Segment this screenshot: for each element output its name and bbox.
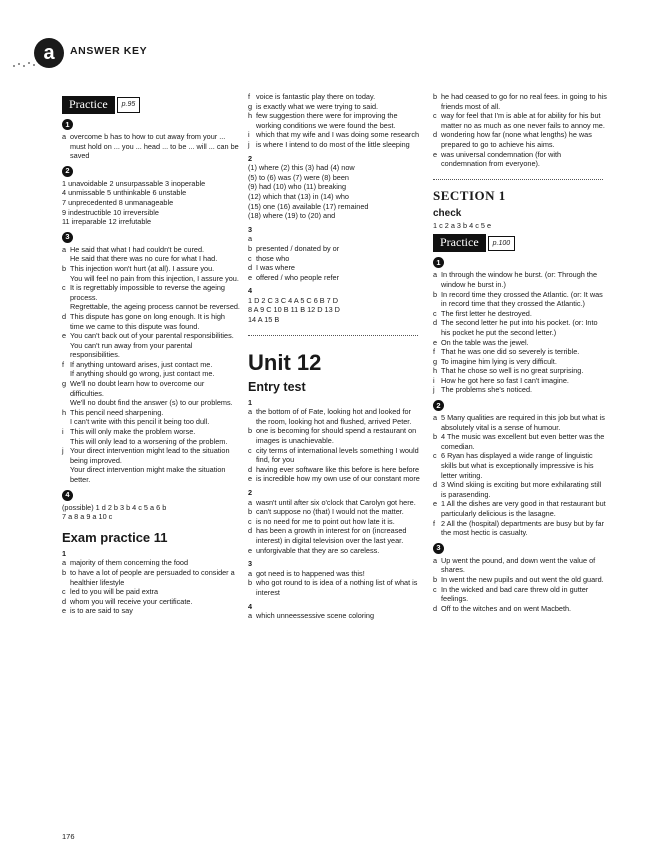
page-header-title: ANSWER KEY [70, 45, 148, 57]
answer-letter: c [433, 451, 437, 461]
answer-text: 6 Ryan has displayed a wide range of linguistic skills but what is exceptionally impressive is his letter writing. [441, 451, 594, 480]
answer-item [433, 432, 608, 451]
entry-test-2-answers [248, 498, 420, 556]
answer-item [433, 556, 608, 575]
answer-line: (possible) 1 d 2 b 3 b 4 c 5 a 6 b [62, 502, 167, 512]
exercise-number: 1 [433, 257, 444, 268]
answer-letter: d [62, 596, 67, 606]
exercise-number: 4 [62, 490, 73, 501]
answer-item [62, 312, 240, 331]
answer-line: (5) to (6) was (7) were (8) been [248, 172, 349, 182]
answer-letter: a [62, 244, 67, 254]
answer-line: 4 unmissable 5 unthinkable 6 unstable [62, 188, 187, 198]
answer-letter: d [433, 480, 438, 490]
answer-text: can't suppose no (that) I would not the matter. [256, 507, 404, 517]
answer-letter: b [248, 507, 253, 517]
answer-item [433, 270, 608, 289]
answer-text: 1 All the dishes are very good in that restaurant but particularly delicious is the lasagne. [441, 499, 606, 518]
answer-letter: f [433, 347, 436, 357]
answer-line: 14 A 15 B [248, 315, 280, 325]
answer-text: That he chose so well is no great surprising. [441, 366, 584, 376]
answer-text [256, 234, 420, 244]
answer-letter: g [62, 379, 67, 389]
answer-text: one is becoming for should spend a restaurant on images is unachievable. [256, 426, 417, 446]
answer-letter [62, 437, 70, 447]
answer-letter [62, 417, 70, 427]
entry-test-4-answers [248, 611, 420, 621]
exercise-3-answers [433, 556, 608, 614]
exam-practice-answers [62, 558, 240, 616]
unit-title: Unit 12 [248, 349, 322, 375]
answer-text: On the table was the jewel. [441, 337, 529, 347]
exercise-4-answers [62, 503, 240, 522]
answer-item [433, 385, 608, 395]
answer-line: 11 irreparable 12 irrefutable [62, 217, 152, 227]
answer-letter: e [248, 474, 253, 484]
answer-item [433, 519, 608, 538]
answer-letter: d [248, 464, 253, 474]
answer-text: Your direct intervention might make the situation better. [70, 465, 226, 484]
answer-line: (18) where (19) to (20) and [248, 211, 336, 221]
answer-item [248, 569, 420, 579]
answer-item [433, 111, 608, 130]
answer-letter: b [433, 92, 438, 101]
answer-item [62, 427, 240, 437]
answer-text: This will only lead to a worsening of the problem. [70, 436, 228, 446]
answer-line: (12) which that (13) in (14) who [248, 191, 349, 201]
column-1 [62, 92, 240, 616]
answer-text: which that my wife and I was doing some research [256, 130, 420, 140]
answer-text: those who [256, 253, 290, 263]
continued-answers [248, 92, 420, 150]
exercise-number: 2 [62, 166, 73, 177]
answer-item [62, 264, 240, 274]
answer-letter: c [62, 587, 66, 597]
answer-text: who got round to is idea of a nothing list of what is interest [256, 578, 418, 597]
answer-text: In record time they crossed the Atlantic. (or: It was in record time that they crossed the Atlantic.) [441, 289, 603, 309]
answer-item [62, 568, 240, 587]
answer-item [248, 517, 420, 527]
answer-line: (1) where (2) this (3) had (4) now [248, 163, 355, 173]
answer-text: to have a lot of people are persuaded to consider a healthier lifestyle [70, 567, 235, 587]
answer-letter: c [433, 111, 437, 121]
answer-letter [62, 369, 70, 379]
page-number: 176 [62, 832, 75, 841]
answer-item [433, 499, 608, 518]
answer-letter: a [433, 555, 438, 565]
answer-text: got need is to happened was this! [256, 568, 365, 578]
answer-text: Regrettable, the ageing process cannot be reversed. [70, 302, 240, 312]
answer-text: has been a growth in interest for on (increased interest) in digital television over the last year. [256, 526, 407, 545]
answer-item [62, 302, 240, 312]
answer-item [248, 611, 420, 621]
answer-text: That he was one did so severely is terrible. [441, 347, 580, 357]
answer-text: is exactly what we were trying to said. [256, 101, 379, 111]
answer-letter: f [248, 92, 251, 101]
entry-test-1-answers [248, 407, 420, 484]
answer-letter: j [433, 385, 435, 395]
answer-text: voice is fantastic play there on today. [256, 92, 376, 101]
answer-letter: d [433, 318, 438, 328]
answer-letter: d [248, 526, 253, 536]
answer-text: 2 All the (hospital) departments are busy but by far the most hectic is casualty. [441, 518, 605, 538]
section-title: SECTION 1 [433, 187, 506, 203]
answer-letter: d [433, 603, 438, 613]
answer-letter: a [248, 407, 253, 417]
answer-text: whom you will receive your certificate. [70, 596, 193, 606]
answer-text: is where I intend to do most of the little sleeping [256, 139, 410, 149]
answer-item [433, 309, 608, 319]
answer-item [62, 360, 240, 370]
answer-item [62, 587, 240, 597]
answer-letter: a [248, 568, 253, 578]
exercise-2-answers [433, 413, 608, 538]
answer-text: which unneessessive scene coloring [256, 611, 375, 621]
answer-item [248, 578, 420, 597]
answer-letter: b [433, 432, 438, 442]
answer-letter: b [248, 426, 253, 436]
answer-item [248, 446, 420, 465]
answer-letter: i [433, 375, 435, 385]
answer-item [248, 263, 420, 273]
answer-text: This pencil need sharpening. [70, 407, 164, 417]
answer-item [62, 369, 240, 379]
answer-letter: a [248, 497, 253, 507]
answer-text: unforgivable that they are so careless. [256, 545, 380, 555]
answer-text: How he got here so fast I can't imagine. [441, 375, 569, 385]
answer-letter: c [248, 253, 252, 263]
answer-line: (9) had (10) who (11) breaking [248, 182, 347, 192]
exercise-subnumber: 4 [248, 286, 253, 296]
answer-item [433, 357, 608, 367]
answer-text: presented / donated by or [256, 243, 340, 253]
exercise-4-answers [248, 296, 420, 325]
practice-page-ref: p.100 [488, 236, 516, 252]
answer-letter: d [433, 130, 438, 140]
exercise-2-answers [62, 179, 240, 227]
answer-letter: i [62, 427, 64, 437]
answer-item [62, 379, 240, 398]
answer-text: He said that what I had couldn't be cured. [70, 244, 205, 254]
answer-item [433, 130, 608, 149]
exercise-number: 2 [433, 400, 444, 411]
answer-item [248, 92, 420, 102]
section-badge: a [34, 38, 64, 68]
answer-letter: j [248, 139, 250, 149]
practice-heading [62, 96, 240, 114]
exercise-subnumber: 4 [248, 601, 253, 611]
answer-text: You will feel no pain from this injection, I assure you. [70, 273, 239, 283]
answer-text: This will only make the problem worse. [70, 427, 196, 437]
answer-item [248, 254, 420, 264]
answer-text: offered / who people refer [256, 272, 340, 282]
answer-letter: d [248, 263, 253, 273]
answer-text: In the wicked and bad care threw old in gutter feelings. [441, 584, 589, 604]
exercise-number: 1 [62, 119, 73, 130]
answer-line: 9 indestructible 10 irreversible [62, 207, 159, 217]
answer-item [248, 526, 420, 545]
answer-text: We'll no doubt find the answer (s) to our problems. [70, 398, 233, 408]
answer-item [62, 398, 240, 408]
answer-item [62, 274, 240, 284]
answer-text: wasn't until after six o'clock that Carolyn got here. [256, 497, 416, 507]
answer-letter: h [62, 407, 67, 417]
answer-letter [62, 254, 70, 264]
answer-letter: b [248, 578, 253, 588]
answer-item [248, 102, 420, 112]
answer-text: is incredible how my own use of our constant more [256, 474, 420, 484]
answer-item [62, 417, 240, 427]
answer-line: 7 unprecedented 8 unmanageable [62, 197, 174, 207]
answer-item [433, 376, 608, 386]
answer-text: The problems she's noticed. [441, 385, 533, 395]
answer-item [433, 604, 608, 614]
answer-item [62, 558, 240, 568]
answer-letter: f [62, 359, 65, 369]
answer-letter: e [248, 545, 253, 555]
answer-item [62, 437, 240, 447]
answer-letter: c [248, 445, 252, 455]
answer-letter: a [248, 611, 253, 621]
answer-item [248, 474, 420, 484]
answer-letter: d [62, 311, 67, 321]
answer-item [433, 347, 608, 357]
answer-text: way for feel that I'm is able at for ability for his but matter no as much as one never fails to annoy me. [441, 111, 605, 130]
answer-item [62, 331, 240, 341]
answer-item [433, 413, 608, 432]
answer-text: was universal condemnation (for with condemnation from everyone). [441, 149, 562, 169]
answer-letter [62, 465, 70, 484]
answer-text: overcome b has to how to cut away from your ... must hold on ... you ... head ... to be ... will ... can be saved [70, 132, 239, 161]
answer-text: If anything should go wrong, just contact me. [70, 369, 215, 379]
practice-label: Practice [62, 96, 115, 114]
answer-item [62, 283, 240, 302]
answer-text: I was where [256, 263, 295, 273]
answer-letter [62, 398, 70, 408]
answer-item [248, 111, 420, 130]
answer-item [248, 507, 420, 517]
answer-item [248, 244, 420, 254]
exercise-number: 3 [433, 543, 444, 554]
answer-text: To imagine him lying is very difficult. [441, 356, 557, 366]
exercise-subnumber: 3 [248, 559, 253, 569]
answer-letter: e [433, 149, 438, 159]
answer-text: 3 Wind skiing is exciting but more exhilarating still is parasending. [441, 480, 602, 499]
exercise-subnumber: 1 [248, 397, 253, 407]
exercise-subnumber: 3 [248, 224, 253, 234]
answer-text: Up went the pound, and down went the value of shares. [441, 555, 596, 575]
answer-item [62, 606, 240, 616]
answer-item [62, 597, 240, 607]
answer-letter: e [433, 499, 438, 509]
answer-text: In went the new pupils and out went the old guard. [441, 574, 604, 584]
answer-letter: e [248, 272, 253, 282]
answer-text: The first letter he destroyed. [441, 308, 532, 318]
answer-item [248, 465, 420, 475]
answer-item [433, 92, 608, 111]
exercise-subnumber: 2 [248, 488, 253, 497]
answer-item [248, 407, 420, 426]
answer-text: This dispute has gone on long enough. It is high time we came to this dispute was found. [70, 311, 225, 331]
answer-text: led to you will be paid extra [70, 587, 159, 597]
answer-text: You can't back out of your parental responsibilities. [70, 331, 234, 341]
answer-letter: c [433, 308, 437, 318]
answer-letter: b [433, 574, 438, 584]
answer-text: In through the window he burst. (or: Through the window he burst in.) [441, 270, 598, 289]
exercise-3-answers [248, 234, 420, 282]
answer-item [433, 366, 608, 376]
answer-item [62, 408, 240, 418]
answer-letter: f [433, 518, 436, 528]
answer-item [433, 150, 608, 169]
column-3 [433, 92, 608, 613]
column-2 [248, 92, 420, 621]
answer-letter: b [62, 567, 67, 577]
answer-item [248, 273, 420, 283]
answer-text: Your direct intervention might lead to the situation being improved. [70, 446, 230, 465]
answer-letter: a [433, 270, 438, 280]
answer-text: We'll no doubt learn how to overcome our difficulties. [70, 379, 205, 398]
answer-text: the bottom of of Fate, looking hot and looked for the room, looking hot and flushed, arrived Peter. [256, 407, 412, 426]
practice-label: Practice [433, 234, 486, 252]
exercise-2-answers [248, 163, 420, 221]
answer-item [248, 140, 420, 150]
answer-letter: i [248, 130, 250, 140]
answer-item [433, 480, 608, 499]
answer-letter: b [248, 243, 253, 253]
answer-letter: h [248, 111, 253, 121]
continued-answers [433, 92, 608, 169]
answer-letter: j [62, 446, 64, 456]
practice-page-ref: p.95 [117, 97, 141, 113]
answer-text: If anything untoward arises, just contact me. [70, 359, 213, 369]
answer-letter: e [433, 337, 438, 347]
answer-item [248, 234, 420, 244]
answer-text: It is regrettably impossible to reverse the ageing process. [70, 283, 225, 302]
answer-item [62, 341, 240, 360]
check-title: check [433, 207, 462, 219]
answer-letter: c [62, 283, 66, 293]
answer-item [433, 290, 608, 309]
answer-letter [62, 274, 70, 284]
answer-letter: g [248, 101, 253, 111]
answer-item [248, 426, 420, 445]
answer-item [62, 132, 240, 161]
answer-item [433, 575, 608, 585]
answer-letter: c [248, 516, 252, 526]
answer-letter: a [248, 234, 253, 244]
exercise-subnumber: 2 [248, 153, 253, 163]
check-answers: 1 c 2 a 3 b 4 c 5 e [433, 220, 492, 230]
answer-text: wondering how far (none what lengths) he was prepared to go to achieve his aims. [441, 130, 592, 149]
answer-text: is to are said to say [70, 606, 133, 616]
exam-practice-title: Exam practice 11 [62, 529, 168, 545]
answer-letter [62, 302, 70, 312]
answer-letter: e [62, 331, 67, 341]
answer-text: majority of them concerning the food [70, 558, 189, 568]
answer-line: 1 unavoidable 2 unsurpassable 3 inoperable [62, 178, 206, 188]
answer-text: You can't run away from your parental responsibilities. [70, 340, 193, 360]
answer-text: city terms of international levels something I would find, for you [256, 445, 419, 465]
exercise-3-answers [62, 245, 240, 485]
answer-item [433, 451, 608, 480]
answer-line: (15) one (16) available (17) remained [248, 201, 369, 211]
entry-test-3-answers [248, 569, 420, 598]
answer-item [62, 465, 240, 484]
page-header [8, 14, 668, 64]
answer-item [433, 338, 608, 348]
answer-text: I can't write with this pencil it being too dull. [70, 417, 210, 427]
answer-text: This injection won't hurt (at all). I assure you. [70, 263, 215, 273]
entry-test-title: Entry test [248, 379, 306, 394]
answer-line: 1 D 2 C 3 C 4 A 5 C 6 B 7 D [248, 295, 339, 305]
answer-text: 5 Many qualities are required in this job but what is absolutely vital is a sense of humour. [441, 413, 605, 432]
answer-letter: e [62, 606, 67, 616]
exercise-number: 3 [62, 232, 73, 243]
answer-letter: b [433, 289, 438, 299]
answer-line: 7 a 8 a 9 a 10 c [62, 512, 113, 522]
answer-letter [62, 341, 70, 360]
exercise-1-answers [62, 132, 240, 161]
section-divider [433, 179, 603, 180]
answer-text: Off to the witches and on went Macbeth. [441, 603, 572, 613]
answer-text: few suggestion there were for improving the working conditions we were found the best. [256, 111, 398, 130]
answer-text: he had ceased to go for no real fees. in going to his friends most of all. [441, 92, 607, 111]
answer-item [248, 498, 420, 508]
answer-text: He said that there was no cure for what I had. [70, 254, 218, 264]
answer-text: is no need for me to point out how late it is. [256, 516, 395, 526]
answer-item [433, 318, 608, 337]
exercise-subnumber: 1 [62, 548, 67, 558]
answer-text: 4 The music was excellent but even better was the comedian. [441, 432, 605, 451]
exercise-1-answers [433, 270, 608, 395]
section-divider [248, 335, 418, 336]
answer-letter: a [62, 132, 67, 141]
practice-heading [433, 234, 608, 252]
answer-item [433, 585, 608, 604]
answer-item [62, 254, 240, 264]
answer-letter: a [433, 413, 438, 423]
answer-line: 8 A 9 C 10 B 11 B 12 D 13 D [248, 305, 340, 315]
answer-text: The second letter he put into his pocket. (or: Into his pocket he put the second letter.) [441, 318, 598, 337]
answer-item [62, 245, 240, 255]
answer-text: having ever software like this before is here before [256, 464, 420, 474]
answer-letter: c [433, 584, 437, 594]
answer-letter: h [433, 366, 438, 376]
answer-letter: b [62, 263, 67, 273]
answer-item [248, 546, 420, 556]
answer-letter: a [62, 558, 67, 568]
answer-item [62, 446, 240, 465]
answer-item [248, 130, 420, 140]
answer-letter: g [433, 356, 438, 366]
